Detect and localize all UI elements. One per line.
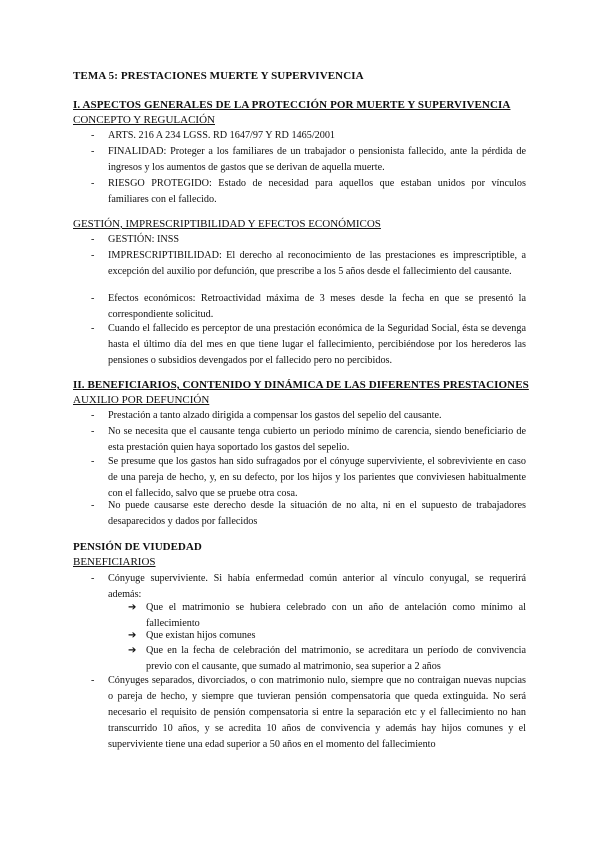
arrow-right-icon: ➔ bbox=[128, 630, 137, 641]
gestion-heading: GESTIÓN, IMPRESCRIPTIBILIDAD Y EFECTOS ECONÓMICOS bbox=[73, 218, 381, 230]
list-item bbox=[91, 408, 526, 424]
list-item-text: No se necesita que el causante tenga cubierto un periodo mínimo de carencia, siendo beneficiario de esta prestación quien haya soportado los gastos del sepelio. bbox=[108, 426, 526, 453]
dash-bullet: - bbox=[91, 675, 95, 686]
dash-bullet: - bbox=[91, 410, 95, 421]
list-item bbox=[91, 673, 526, 753]
list-item-text: Cuando el fallecido es perceptor de una prestación económica de la Seguridad Social, ésta se devenga hasta el último día del mes en que tiene lugar el fallecimiento, percibiéndose por los herederos las pensiones o subsidios devengados por el fallecido pero no percibidos. bbox=[108, 323, 526, 366]
arrow-right-icon: ➔ bbox=[128, 602, 137, 613]
document-title: TEMA 5: PRESTACIONES MUERTE Y SUPERVIVENCIA bbox=[73, 70, 364, 82]
viudedad-heading: PENSIÓN DE VIUDEDAD bbox=[73, 541, 202, 553]
list-item bbox=[91, 321, 526, 369]
dash-bullet: - bbox=[91, 323, 95, 334]
dash-bullet: - bbox=[91, 234, 95, 245]
list-item bbox=[91, 144, 526, 176]
sub-list-item bbox=[128, 643, 526, 675]
list-item bbox=[91, 232, 526, 248]
sub-list-item-text: Que en la fecha de celebración del matrimonio, se acreditara un período de convivencia previo con el causante, que sumado al matrimonio, sea superior a 2 años bbox=[146, 645, 526, 672]
sub-list-item bbox=[128, 628, 526, 644]
list-item-text: Prestación a tanto alzado dirigida a compensar los gastos del sepelio del causante. bbox=[108, 410, 442, 421]
section-2-heading: II. BENEFICIARIOS, CONTENIDO Y DINÁMICA DE LAS DIFERENTES PRESTACIONES bbox=[73, 379, 529, 391]
arrow-right-icon: ➔ bbox=[128, 645, 137, 656]
section-1-heading: I. ASPECTOS GENERALES DE LA PROTECCIÓN POR MUERTE Y SUPERVIVENCIA bbox=[73, 99, 511, 111]
dash-bullet: - bbox=[91, 456, 95, 467]
list-item-text: ARTS. 216 A 234 LGSS. RD 1647/97 Y RD 1465/2001 bbox=[108, 130, 336, 141]
dash-bullet: - bbox=[91, 500, 95, 511]
list-item-text: Se presume que los gastos han sido sufragados por el cónyuge superviviente, el sobreviviente en caso de una pareja de hecho, y, en su defecto, por los hijos y los parientes que conviviesen habitualmente con el fallecido, salvo que se pruebe otra cosa. bbox=[108, 456, 526, 499]
list-item-text: Cónyuge superviviente. Si había enfermedad común anterior al vínculo conyugal, se requerirá además: bbox=[108, 573, 526, 600]
list-item bbox=[91, 291, 526, 323]
dash-bullet: - bbox=[91, 250, 95, 261]
dash-bullet: - bbox=[91, 426, 95, 437]
list-item bbox=[91, 128, 526, 144]
sub-list-item-text: Que el matrimonio se hubiera celebrado con un año de antelación como mínimo al fallecimiento bbox=[146, 602, 526, 629]
list-item-text: Efectos económicos: Retroactividad máxima de 3 meses desde la fecha en que se presentó la correspondiente solicitud. bbox=[108, 293, 526, 320]
list-item bbox=[91, 571, 526, 603]
list-item-text: FINALIDAD: Proteger a los familiares de un trabajador o pensionista fallecido, ante la pérdida de ingresos y los aumentos de gastos que se derivan de aquella muerte. bbox=[108, 146, 526, 173]
list-item bbox=[91, 176, 526, 208]
dash-bullet: - bbox=[91, 130, 95, 141]
dash-bullet: - bbox=[91, 178, 95, 189]
concepto-heading: CONCEPTO Y REGULACIÓN bbox=[73, 114, 215, 126]
list-item-text: IMPRESCRIPTIBILIDAD: El derecho al reconocimiento de las prestaciones es imprescriptible, a excepción del auxilio por defunción, que prescribe a los 5 años desde el fallecimiento del causante. bbox=[108, 250, 526, 277]
sub-list-item-text: Que existan hijos comunes bbox=[146, 630, 256, 641]
list-item bbox=[91, 424, 526, 456]
dash-bullet: - bbox=[91, 146, 95, 157]
list-item-text: RIESGO PROTEGIDO: Estado de necesidad para aquellos que estaban unidos por vínculos familiares con el fallecido. bbox=[108, 178, 526, 205]
dash-bullet: - bbox=[91, 293, 95, 304]
list-item-text: Cónyuges separados, divorciados, o con matrimonio nulo, siempre que no contraigan nuevas nupcias o pareja de hecho, y siempre que tuvieran pensión compensatoria que queda extinguida. No será necesario el requisito de pensión compensatoria si entre la separación etc y el fallecimiento no han transcurrido 10 años, y se acredita 10 años de convivencia y además hay hijos comunes y el superviviente tiene una edad superior a 50 años en el momento del fallecimiento bbox=[108, 675, 526, 750]
list-item-text: GESTIÓN: INSS bbox=[108, 234, 180, 245]
list-item bbox=[91, 454, 526, 502]
dash-bullet: - bbox=[91, 573, 95, 584]
list-item-text: No puede causarse este derecho desde la situación de no alta, ni en el supuesto de trabajadores desaparecidos y dados por fallecidos bbox=[108, 500, 526, 527]
list-item bbox=[91, 498, 526, 530]
auxilio-heading: AUXILIO POR DEFUNCIÓN bbox=[73, 394, 210, 406]
beneficiarios-heading: BENEFICIARIOS bbox=[73, 556, 156, 568]
list-item bbox=[91, 248, 526, 280]
